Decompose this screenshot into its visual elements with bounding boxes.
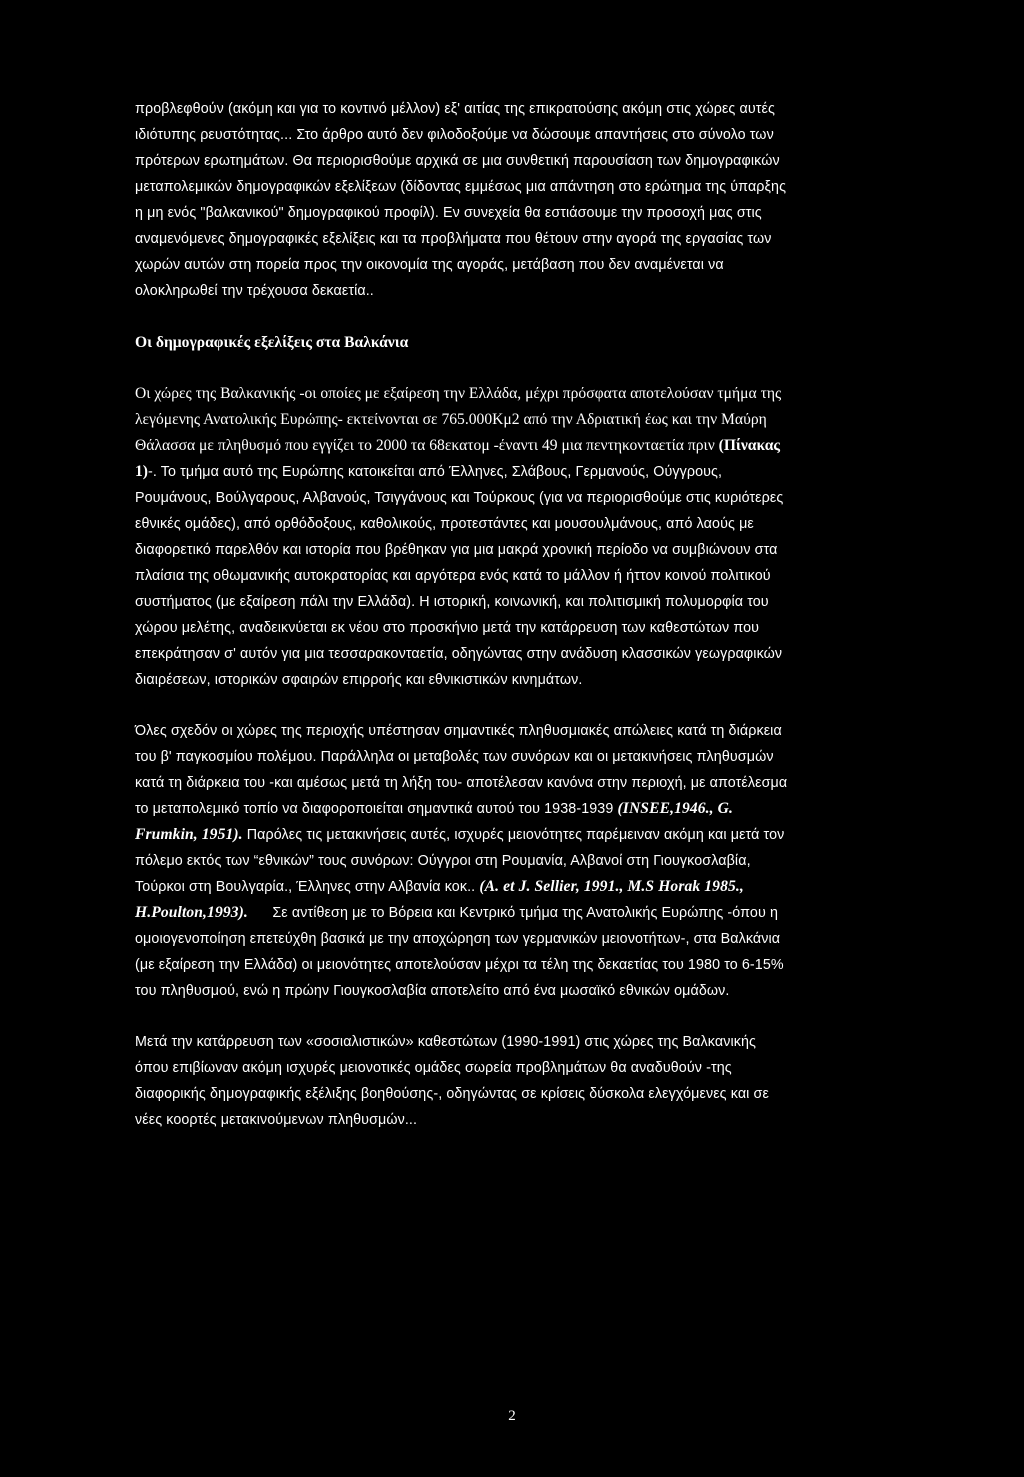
text-line: νέες κοορτές μετακινούμενων πληθυσμών... bbox=[135, 1112, 418, 1128]
citation: H.Poulton,1993). bbox=[135, 904, 248, 921]
text-run: Σε αντίθεση με το Βόρεια και Κεντρικό τμήμα της Ανατολικής Ευρώπης -όπου η bbox=[247, 905, 778, 921]
text-line bbox=[135, 744, 879, 770]
text-line bbox=[135, 796, 879, 822]
citation: (INSEE,1946., G. bbox=[617, 800, 734, 817]
text-line: του πληθυσμού, ενώ η πρώην Γιουγκοσλαβία αποτελείτο από ένα μωσαϊκό εθνικών ομάδων. bbox=[135, 983, 730, 999]
text-line bbox=[135, 433, 879, 459]
text-line: διαφορικής δημογραφικής εξέλιξης βοηθούσης-, οδηγώντας σε κρίσεις δύσκολα ελεγχόμενες και σε bbox=[135, 1086, 769, 1102]
text-line: η μη ενός "βαλκανικού" δημογραφικού προφίλ). Εν συνεχεία θα εστιάσουμε την προσοχή μας στις bbox=[135, 205, 762, 221]
text-line bbox=[135, 900, 879, 926]
document-page bbox=[135, 96, 879, 1133]
section-heading: Οι δημογραφικές εξελίξεις στα Βαλκάνια bbox=[135, 334, 409, 351]
text-line: διαφορετικό παρελθόν και ιστορία που βρέθηκαν για μια μακρά χρονική περίοδο να συμβιώνουν στα bbox=[135, 542, 778, 558]
text-line bbox=[135, 874, 879, 900]
table-reference: (Πίνακας bbox=[718, 437, 780, 454]
text-line: λεγόμενης Ανατολικής Ευρώπης- εκτείνονται σε 765.000Κμ2 από την Αδριατική έως και την Μαύρη bbox=[135, 411, 767, 428]
text-line: χώρου μελέτης, αναδεικνύεται εκ νέου στο προσκήνιο μετά την κατάρρευση των καθεστώτων που bbox=[135, 620, 760, 636]
text-run: το μεταπολεμικό τοπίο να διαφοροποιείται σημαντικά αυτού του 1938-1939 bbox=[135, 801, 618, 817]
text-line: ομοιογενοποίηση επετεύχθη βασικά με την αποχώρηση των γερμανικών μειονοτήτων-, στα Βαλκάνια bbox=[135, 931, 781, 947]
text-run: Η ιστορική, κοινωνική, και πολιτισμική πολυμορφία του bbox=[419, 594, 769, 610]
text-line: ιδιότυπης ρευστότητας... Στο άρθρο αυτό δεν φιλοδοξούμε να δώσουμε απαντήσεις στο σύνολο των bbox=[135, 127, 774, 143]
text-run: Παράλληλα οι μεταβολές των συνόρων και οι μετακινήσεις πληθυσμών bbox=[320, 749, 774, 765]
text-line: αναμενόμενες δημογραφικές εξελίξεις και τα προβλήματα που θέτουν στην αγορά της εργασίας των bbox=[135, 231, 772, 247]
text-line: όπου επιβίωναν ακόμη ισχυρές μειονοτικές ομάδες σωρεία προβλημάτων θα αναδυθούν -της bbox=[135, 1060, 732, 1076]
text-line: διαιρέσεων, ιστορικών σφαιρών επιρροής και εθνικιστικών κινημάτων. bbox=[135, 672, 583, 688]
text-line: ολοκληρωθεί την τρέχουσα δεκαετία.. bbox=[135, 283, 374, 299]
text-run: του β' παγκοσμίου πολέμου. bbox=[135, 749, 321, 765]
text-line: Όλες σχεδόν οι χώρες της περιοχής υπέστησαν σημαντικές πληθυσμιακές απώλειες κατά τη διάρκεια bbox=[135, 723, 782, 739]
text-line: Μετά την κατάρρευση των «σοσιαλιστικών» καθεστώτων (1990-1991) στις χώρες της Βαλκανικής bbox=[135, 1034, 757, 1050]
text-line: μεταπολεμικών δημογραφικών εξελίξεων (δίδοντας εμμέσως μια απάντηση στο ερώτημα της ύπαρξης bbox=[135, 179, 787, 195]
text-run: Παρόλες τις μετακινήσεις αυτές, ισχυρές μειονότητες παρέμειναν ακόμη και μετά τον bbox=[242, 827, 785, 843]
text-line: Ρουμάνους, Βούλγαρους, Αλβανούς, Τσιγγάνους και Τούρκους (για να περιορισθούμε στις κυριότερες bbox=[135, 490, 784, 506]
text-run: -. Το τμήμα αυτό της Ευρώπης κατοικείται από Έλληνες, Σλάβους, Γερμανούς, Ούγγρους, bbox=[148, 464, 723, 480]
text-line: εθνικές ομάδες), από ορθόδοξους, καθολικούς, προτεστάντες και μουσουλμάνους, από λαούς με bbox=[135, 516, 754, 532]
paragraph-intro bbox=[135, 96, 879, 304]
page-number: 2 bbox=[508, 1408, 516, 1424]
text-line: προβλεφθούν (ακόμη και για το κοντινό μέλλον) εξ' αιτίας της επικρατούσης ακόμη στις χώρες αυτές bbox=[135, 101, 775, 117]
text-line: (με εξαίρεση την Ελλάδα) οι μειονότητες αποτελούσαν μέχρι τα τέλη της δεκαετίας του 1980 το 6-15% bbox=[135, 957, 784, 973]
text-line: πλαίσια της οθωμανικής αυτοκρατορίας και αργότερα ενός κατά το μάλλον ή ήττον κοινού πολιτικού bbox=[135, 568, 771, 584]
text-run: Τούρκοι στη Βουλγαρία., Έλληνες στην Αλβανία κοκ.. bbox=[135, 879, 480, 895]
text-line: κατά τη διάρκεια του -και αμέσως μετά τη λήξη του- αποτέλεσαν κανόνα στην περιοχή, με αποτέλεσμα bbox=[135, 775, 788, 791]
text-line bbox=[135, 459, 879, 485]
paragraph-balkan-countries bbox=[135, 381, 879, 693]
text-line: Οι χώρες της Βαλκανικής -οι οποίες με εξαίρεση την Ελλάδα, μέχρι πρόσφατα αποτελούσαν τμήμα της bbox=[135, 385, 782, 402]
citation: (A. et J. Sellier, 1991., M.S Horak 1985., bbox=[479, 878, 744, 895]
text-line: επεκράτησαν σ' αυτόν για μια τεσσαρακονταετία, οδηγώντας στην ανάδυση κλασσικών γεωγραφικών bbox=[135, 646, 783, 662]
table-reference: 1) bbox=[135, 463, 148, 480]
text-line bbox=[135, 589, 879, 615]
paragraph-post-socialist bbox=[135, 1029, 879, 1133]
text-run: Θάλασσα με πληθυσμό που εγγίζει το 2000 τα 68εκατομ -έναντι 49 μια πεντηκονταετία πριν bbox=[135, 437, 719, 454]
text-line bbox=[135, 822, 879, 848]
text-line: πόλεμο εκτός των “εθνικών” τους συνόρων: Ούγγροι στη Ρουμανία, Αλβανοί στη Γιουγκοσλαβία, bbox=[135, 853, 751, 869]
paragraph-population-losses bbox=[135, 718, 879, 1004]
text-line: χωρών αυτών στη πορεία προς την οικονομία της αγοράς, μετάβαση που δεν αναμένεται να bbox=[135, 257, 724, 273]
text-line: πρότερων ερωτημάτων. Θα περιορισθούμε αρχικά σε μια συνθετική παρουσίαση των δημογραφικών bbox=[135, 153, 780, 169]
citation: Frumkin, 1951). bbox=[135, 826, 243, 843]
text-run: συστήματος (με εξαίρεση πάλι την Ελλάδα). bbox=[135, 594, 420, 610]
